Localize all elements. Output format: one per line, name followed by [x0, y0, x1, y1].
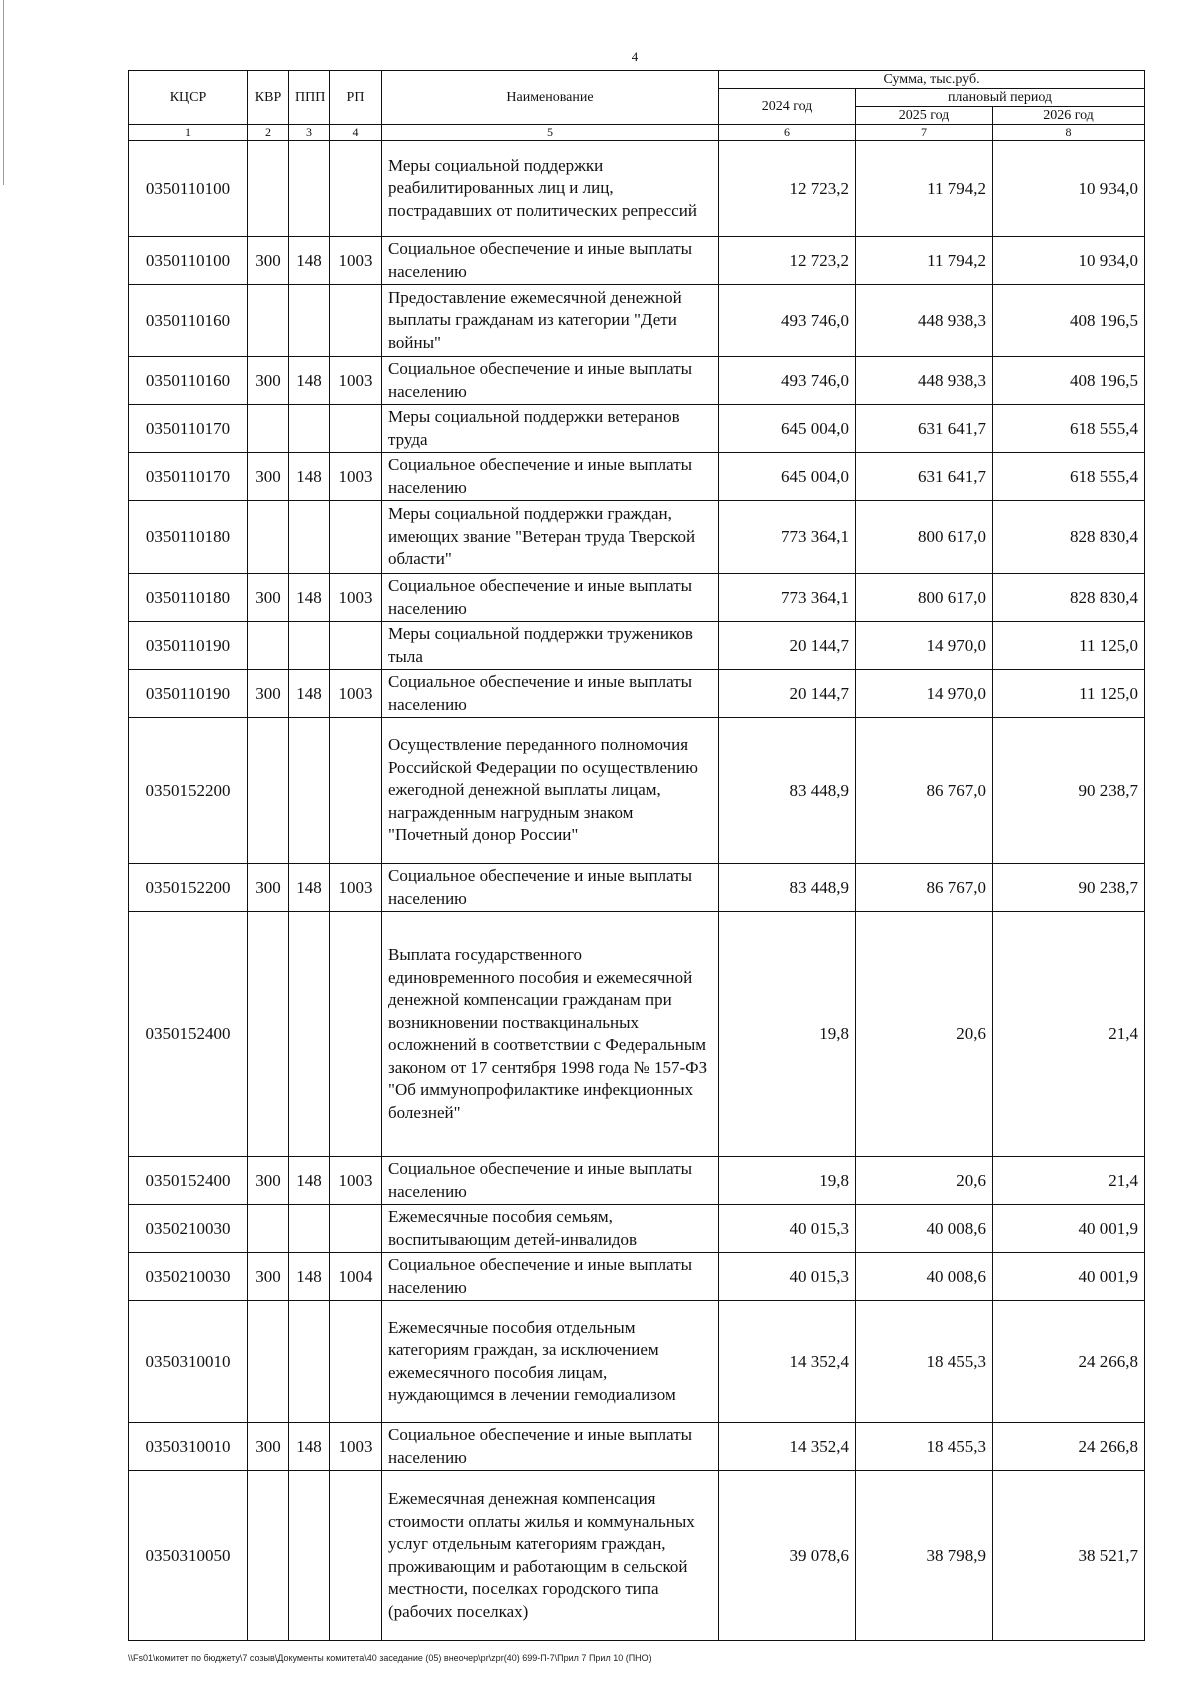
table-row — [129, 1301, 1145, 1423]
cell-kvr — [248, 718, 289, 864]
header-year-2026: 2026 год — [993, 107, 1145, 125]
cell-ppp: 148 — [289, 453, 330, 501]
cell-rp — [330, 622, 382, 670]
header-name: Наименование — [382, 71, 719, 125]
cell-kvr: 300 — [248, 1423, 289, 1471]
cell-2026: 618 555,4 — [993, 405, 1145, 453]
col-index: 2 — [248, 125, 289, 141]
cell-2026: 408 196,5 — [993, 357, 1145, 405]
file-path-footer: \\Fs01\комитет по бюджету\7 созыв\Документы комитета\40 заседание (05) внеочер\pr\zpr(40) 699-П-7\Прил 7 Прил 10 (ПНО) — [128, 1653, 652, 1663]
cell-kvr — [248, 1205, 289, 1253]
header-year-2024: 2024 год — [719, 89, 856, 125]
cell-2026: 24 266,8 — [993, 1301, 1145, 1423]
cell-name: Осуществление переданного полномочия Российской Федерации по осуществлению ежегодной денежной выплаты лицам, награжденным нагрудным знаком "Почетный донор России" — [382, 718, 719, 864]
cell-name: Меры социальной поддержки ветеранов труда — [382, 405, 719, 453]
col-index: 3 — [289, 125, 330, 141]
cell-name: Социальное обеспечение и иные выплаты населению — [382, 1253, 719, 1301]
cell-2025: 40 008,6 — [856, 1253, 993, 1301]
cell-2026: 11 125,0 — [993, 670, 1145, 718]
cell-kvr — [248, 285, 289, 357]
cell-2026: 828 830,4 — [993, 501, 1145, 574]
cell-kvr: 300 — [248, 670, 289, 718]
header-kvr: КВР — [248, 71, 289, 125]
cell-rp: 1003 — [330, 574, 382, 622]
cell-2024: 12 723,2 — [719, 237, 856, 285]
col-index: 4 — [330, 125, 382, 141]
table-row — [129, 718, 1145, 864]
cell-2024: 83 448,9 — [719, 864, 856, 912]
cell-name: Предоставление ежемесячной денежной выплаты гражданам из категории "Дети войны" — [382, 285, 719, 357]
cell-kvr: 300 — [248, 864, 289, 912]
cell-name: Социальное обеспечение и иные выплаты населению — [382, 864, 719, 912]
cell-name: Социальное обеспечение и иные выплаты населению — [382, 357, 719, 405]
cell-2024: 12 723,2 — [719, 141, 856, 237]
cell-kcsr: 0350110180 — [129, 574, 248, 622]
cell-2025: 631 641,7 — [856, 453, 993, 501]
cell-2026: 90 238,7 — [993, 718, 1145, 864]
cell-2025: 448 938,3 — [856, 285, 993, 357]
cell-kvr — [248, 912, 289, 1157]
table-row — [129, 357, 1145, 405]
cell-2025: 18 455,3 — [856, 1423, 993, 1471]
cell-2024: 19,8 — [719, 912, 856, 1157]
cell-rp: 1003 — [330, 237, 382, 285]
cell-rp — [330, 405, 382, 453]
cell-2024: 645 004,0 — [719, 453, 856, 501]
cell-ppp — [289, 501, 330, 574]
cell-name: Ежемесячная денежная компенсация стоимости оплаты жилья и коммунальных услуг отдельным категориям граждан, проживающим и работающим в сельской местности, поселках городского типа (рабочих поселках) — [382, 1471, 719, 1641]
cell-ppp — [289, 912, 330, 1157]
cell-name: Социальное обеспечение и иные выплаты населению — [382, 1423, 719, 1471]
cell-2024: 773 364,1 — [719, 501, 856, 574]
cell-kvr — [248, 501, 289, 574]
cell-kcsr: 0350110180 — [129, 501, 248, 574]
cell-ppp — [289, 1301, 330, 1423]
cell-2025: 800 617,0 — [856, 501, 993, 574]
table-row — [129, 1205, 1145, 1253]
table-row — [129, 1471, 1145, 1641]
cell-ppp: 148 — [289, 237, 330, 285]
header-kcsr: КЦСР — [129, 71, 248, 125]
cell-kvr — [248, 1471, 289, 1641]
cell-2026: 38 521,7 — [993, 1471, 1145, 1641]
cell-name: Социальное обеспечение и иные выплаты населению — [382, 670, 719, 718]
header-ppp: ППП — [289, 71, 330, 125]
cell-rp: 1003 — [330, 1423, 382, 1471]
cell-rp — [330, 1301, 382, 1423]
cell-ppp — [289, 285, 330, 357]
cell-kcsr: 0350152200 — [129, 864, 248, 912]
cell-2024: 493 746,0 — [719, 285, 856, 357]
cell-ppp — [289, 1205, 330, 1253]
table-row — [129, 405, 1145, 453]
table-row — [129, 670, 1145, 718]
cell-2025: 86 767,0 — [856, 864, 993, 912]
table-row — [129, 1157, 1145, 1205]
cell-kcsr: 0350310010 — [129, 1301, 248, 1423]
table-row — [129, 574, 1145, 622]
cell-2025: 86 767,0 — [856, 718, 993, 864]
cell-2026: 21,4 — [993, 1157, 1145, 1205]
cell-ppp: 148 — [289, 1253, 330, 1301]
table-row — [129, 141, 1145, 237]
cell-name: Меры социальной поддержки граждан, имеющих звание "Ветеран труда Тверской области" — [382, 501, 719, 574]
table-header — [129, 71, 1145, 141]
cell-2025: 40 008,6 — [856, 1205, 993, 1253]
cell-name: Меры социальной поддержки реабилитированных лиц и лиц, пострадавших от политических репрессий — [382, 141, 719, 237]
cell-2026: 828 830,4 — [993, 574, 1145, 622]
header-plan-period: плановый период — [856, 89, 1145, 107]
col-index: 8 — [993, 125, 1145, 141]
cell-ppp — [289, 1471, 330, 1641]
cell-name: Социальное обеспечение и иные выплаты населению — [382, 1157, 719, 1205]
cell-2026: 10 934,0 — [993, 237, 1145, 285]
table-row — [129, 237, 1145, 285]
header-year-2025: 2025 год — [856, 107, 993, 125]
table-row — [129, 912, 1145, 1157]
col-index: 5 — [382, 125, 719, 141]
cell-rp — [330, 285, 382, 357]
cell-ppp — [289, 141, 330, 237]
cell-2026: 40 001,9 — [993, 1253, 1145, 1301]
cell-kcsr: 0350310010 — [129, 1423, 248, 1471]
cell-kvr — [248, 1301, 289, 1423]
cell-kcsr: 0350110190 — [129, 622, 248, 670]
cell-kcsr: 0350110170 — [129, 453, 248, 501]
scan-margin-line — [3, 0, 4, 185]
cell-2025: 20,6 — [856, 912, 993, 1157]
column-index-row — [129, 125, 1145, 141]
cell-2025: 20,6 — [856, 1157, 993, 1205]
cell-kvr: 300 — [248, 1253, 289, 1301]
cell-2024: 20 144,7 — [719, 670, 856, 718]
table-row — [129, 864, 1145, 912]
cell-kvr: 300 — [248, 453, 289, 501]
cell-rp: 1003 — [330, 357, 382, 405]
cell-2026: 90 238,7 — [993, 864, 1145, 912]
cell-rp: 1004 — [330, 1253, 382, 1301]
cell-kcsr: 0350210030 — [129, 1205, 248, 1253]
cell-kvr — [248, 622, 289, 670]
cell-2025: 14 970,0 — [856, 622, 993, 670]
cell-2025: 448 938,3 — [856, 357, 993, 405]
cell-rp: 1003 — [330, 864, 382, 912]
col-index: 7 — [856, 125, 993, 141]
table-body — [129, 141, 1145, 1641]
cell-ppp: 148 — [289, 574, 330, 622]
cell-rp — [330, 912, 382, 1157]
cell-2024: 773 364,1 — [719, 574, 856, 622]
cell-kcsr: 0350152200 — [129, 718, 248, 864]
col-index: 1 — [129, 125, 248, 141]
cell-ppp: 148 — [289, 1157, 330, 1205]
cell-2024: 40 015,3 — [719, 1205, 856, 1253]
cell-rp — [330, 1471, 382, 1641]
cell-ppp — [289, 622, 330, 670]
cell-name: Меры социальной поддержки тружеников тыла — [382, 622, 719, 670]
cell-name: Выплата государственного единовременного пособия и ежемесячной денежной компенсации гражданам при возникновении поствакцинальных осложнений в соответствии с Федеральным законом от 17 сентября 1998 года № 157-ФЗ "Об иммунопрофилактике инфекционных болезней" — [382, 912, 719, 1157]
cell-ppp: 148 — [289, 1423, 330, 1471]
col-index: 6 — [719, 125, 856, 141]
cell-2025: 14 970,0 — [856, 670, 993, 718]
cell-2025: 800 617,0 — [856, 574, 993, 622]
cell-name: Ежемесячные пособия отдельным категориям граждан, за исключением ежемесячного пособия лицам, нуждающимся в лечении гемодиализом — [382, 1301, 719, 1423]
cell-kvr — [248, 405, 289, 453]
cell-kvr: 300 — [248, 357, 289, 405]
cell-kcsr: 0350152400 — [129, 912, 248, 1157]
cell-kvr — [248, 141, 289, 237]
cell-2025: 11 794,2 — [856, 141, 993, 237]
cell-kcsr: 0350110160 — [129, 285, 248, 357]
cell-2026: 10 934,0 — [993, 141, 1145, 237]
cell-kcsr: 0350110160 — [129, 357, 248, 405]
cell-kcsr: 0350152400 — [129, 1157, 248, 1205]
cell-rp: 1003 — [330, 670, 382, 718]
cell-kcsr: 0350110100 — [129, 237, 248, 285]
cell-2024: 39 078,6 — [719, 1471, 856, 1641]
cell-rp — [330, 1205, 382, 1253]
cell-name: Ежемесячные пособия семьям, воспитывающим детей-инвалидов — [382, 1205, 719, 1253]
cell-2025: 631 641,7 — [856, 405, 993, 453]
cell-2024: 14 352,4 — [719, 1423, 856, 1471]
table-row — [129, 285, 1145, 357]
table-row — [129, 501, 1145, 574]
cell-kcsr: 0350210030 — [129, 1253, 248, 1301]
cell-name: Социальное обеспечение и иные выплаты населению — [382, 237, 719, 285]
cell-2026: 11 125,0 — [993, 622, 1145, 670]
cell-2025: 11 794,2 — [856, 237, 993, 285]
cell-2024: 83 448,9 — [719, 718, 856, 864]
cell-2025: 18 455,3 — [856, 1301, 993, 1423]
cell-rp — [330, 501, 382, 574]
budget-table — [128, 70, 1145, 1641]
cell-2026: 618 555,4 — [993, 453, 1145, 501]
cell-kcsr: 0350110170 — [129, 405, 248, 453]
table-row — [129, 453, 1145, 501]
cell-kvr: 300 — [248, 574, 289, 622]
cell-kvr: 300 — [248, 1157, 289, 1205]
table-row — [129, 1423, 1145, 1471]
cell-ppp — [289, 718, 330, 864]
table-row — [129, 622, 1145, 670]
cell-2024: 19,8 — [719, 1157, 856, 1205]
header-sum: Сумма, тыс.руб. — [719, 71, 1145, 89]
cell-kcsr: 0350110190 — [129, 670, 248, 718]
header-rp: РП — [330, 71, 382, 125]
cell-ppp: 148 — [289, 670, 330, 718]
cell-2026: 40 001,9 — [993, 1205, 1145, 1253]
cell-rp — [330, 718, 382, 864]
page-number: 4 — [631, 49, 639, 64]
cell-kcsr: 0350110100 — [129, 141, 248, 237]
table-row — [129, 1253, 1145, 1301]
cell-ppp: 148 — [289, 864, 330, 912]
cell-kcsr: 0350310050 — [129, 1471, 248, 1641]
cell-rp: 1003 — [330, 1157, 382, 1205]
cell-name: Социальное обеспечение и иные выплаты населению — [382, 453, 719, 501]
cell-ppp: 148 — [289, 357, 330, 405]
cell-2024: 20 144,7 — [719, 622, 856, 670]
cell-2024: 40 015,3 — [719, 1253, 856, 1301]
cell-2026: 24 266,8 — [993, 1423, 1145, 1471]
cell-rp — [330, 141, 382, 237]
cell-name: Социальное обеспечение и иные выплаты населению — [382, 574, 719, 622]
cell-2026: 408 196,5 — [993, 285, 1145, 357]
cell-kvr: 300 — [248, 237, 289, 285]
cell-ppp — [289, 405, 330, 453]
cell-2026: 21,4 — [993, 912, 1145, 1157]
cell-2024: 493 746,0 — [719, 357, 856, 405]
cell-2024: 645 004,0 — [719, 405, 856, 453]
cell-2025: 38 798,9 — [856, 1471, 993, 1641]
cell-2024: 14 352,4 — [719, 1301, 856, 1423]
cell-rp: 1003 — [330, 453, 382, 501]
